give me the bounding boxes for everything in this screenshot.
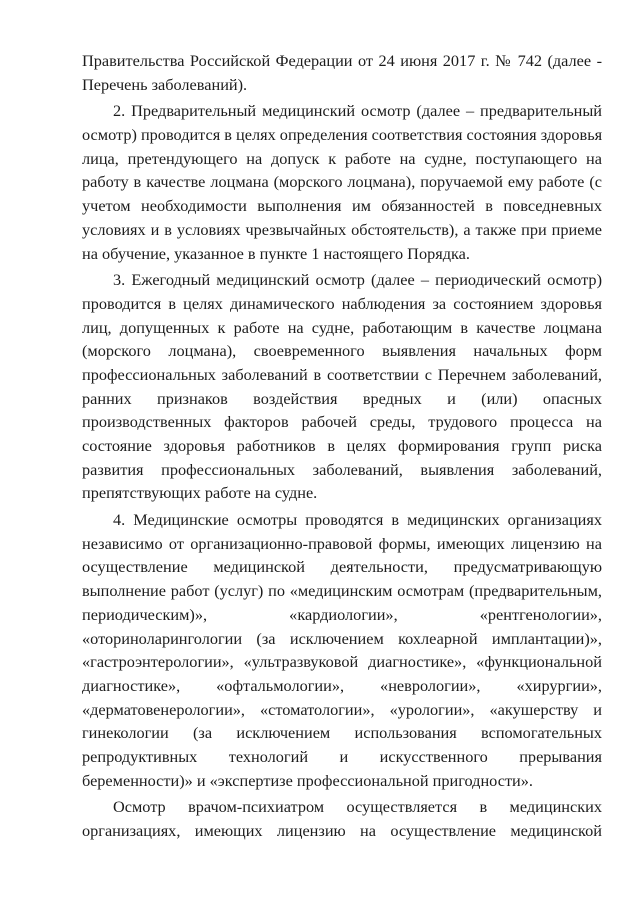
text-line: независимо от организационно-правовой формы, имеющих лицензию на: [82, 533, 602, 553]
text-line: Перечень заболеваний).: [82, 74, 248, 94]
text-line: диагностике», «офтальмологии», «неврологии», «хирургии»,: [82, 675, 602, 695]
paragraph-medical-organizations: [82, 508, 602, 792]
paragraph-preliminary-exam: [82, 99, 602, 265]
text-line: организациях, имеющих лицензию на осуществление медицинской: [82, 821, 602, 840]
text-line: периодическим)», «кардиологии», «рентгенологии»,: [82, 604, 602, 624]
text-line: препятствующих работе на судне.: [82, 483, 318, 503]
text-line: Правительства Российской Федерации от 24 июня 2017 г. № 742 (далее -: [82, 51, 602, 70]
text-line: Осмотр врачом-психиатром осуществляется в медицинских: [113, 797, 602, 817]
text-line: на обучение, указанное в пункте 1 настоящего Порядка.: [82, 243, 470, 263]
text-line: учетом необходимости выполнения им обязанностей в повседневных: [82, 196, 602, 216]
document-page: [82, 49, 602, 846]
text-line: 2. Предварительный медицинский осмотр (далее – предварительный: [113, 101, 602, 121]
paragraph-list-reference: [82, 49, 602, 96]
text-line: беременности)» и «экспертизе профессиональной пригодности».: [82, 770, 533, 790]
text-line: профессиональных заболеваний в соответствии с Перечнем заболеваний,: [82, 364, 602, 384]
text-line: 3. Ежегодный медицинский осмотр (далее – периодический осмотр): [113, 270, 602, 290]
text-line: выполнение работ (услуг) по «медицинским осмотрам (предварительным,: [82, 581, 602, 601]
text-line: осуществление медицинской деятельности, предусматривающую: [82, 557, 602, 577]
text-line: работу в качестве лоцмана (морского лоцмана), поручаемой ему работе (с: [82, 172, 602, 192]
text-line: «оториноларингологии (за исключением кохлеарной имплантации)»,: [82, 628, 602, 648]
text-line: «дерматовенерологии», «стоматологии», «урологии», «акушерству и: [82, 699, 602, 719]
text-line: проводится в целях динамического наблюдения за состоянием здоровья: [82, 293, 602, 313]
text-line: (морского лоцмана), своевременного выявления начальных форм: [82, 341, 602, 361]
paragraph-periodic-exam: [82, 268, 602, 505]
paragraph-psychiatrist-exam: [82, 795, 602, 842]
text-line: осмотр) проводится в целях определения соответствия состояния здоровья: [82, 125, 603, 145]
text-line: гинекологии (за исключением использования вспомогательных: [82, 723, 602, 743]
text-line: репродуктивных технологий и искусственного прерывания: [82, 746, 602, 766]
text-line: 4. Медицинские осмотры проводятся в медицинских организациях: [113, 510, 602, 530]
text-line: производственных факторов рабочей среды, трудового процесса на: [82, 412, 602, 432]
text-line: «гастроэнтерологии», «ультразвуковой диагностике», «функциональной: [82, 652, 602, 672]
text-line: развития профессиональных заболеваний, выявления заболеваний,: [82, 459, 602, 479]
text-line: лиц, допущенных к работе на судне, работающим в качестве лоцмана: [82, 317, 602, 337]
text-line: лица, претендующего на допуск к работе на судне, поступающего на: [82, 148, 602, 168]
text-line: ранних признаков воздействия вредных и (или) опасных: [82, 388, 602, 408]
text-line: условиях и в условиях чрезвычайных обстоятельств), а также при приеме: [82, 219, 602, 239]
text-line: состояние здоровья работников в целях формирования групп риска: [82, 436, 602, 455]
